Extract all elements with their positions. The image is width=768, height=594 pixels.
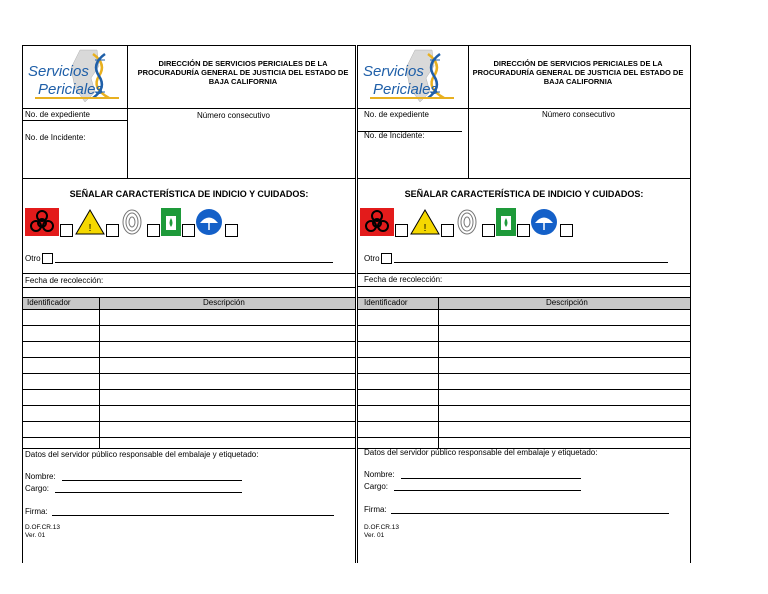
logo-line2: Periciales [373, 81, 439, 98]
form-code [364, 524, 399, 540]
otro-label: Otro [364, 254, 380, 263]
col-identificador: Identificador [364, 298, 408, 307]
cargo-label: Cargo: [25, 484, 50, 493]
section-title: SEÑALAR CARACTERÍSTICA DE INDICIO Y CUIDADOS: [404, 189, 644, 199]
table-row[interactable] [358, 341, 690, 342]
table-row[interactable] [23, 405, 355, 406]
table-row[interactable] [23, 325, 355, 326]
incidente-label: No. de Incidente: [25, 133, 86, 142]
cargo-input-line[interactable] [55, 492, 242, 493]
table-row[interactable] [358, 421, 690, 422]
table-header [23, 297, 355, 309]
table-row[interactable] [358, 437, 690, 438]
caution-checkbox[interactable] [441, 224, 454, 237]
datos-label: Datos del servidor público responsable del embalaje y etiquetado: [364, 448, 598, 457]
form-version: Ver. 01 [364, 532, 385, 539]
table-row[interactable] [358, 357, 690, 358]
nombre-label: Nombre: [364, 470, 395, 479]
table-row[interactable] [23, 373, 355, 374]
incidente-label: No. de Incidente: [364, 131, 425, 140]
svg-text:!: ! [88, 223, 92, 234]
otro-checkbox[interactable] [381, 253, 392, 264]
firma-input-line[interactable] [52, 515, 334, 516]
fecha-label: Fecha de recolección: [364, 275, 443, 284]
hazard-icons-row [360, 208, 620, 238]
keep-dry-checkbox[interactable] [225, 224, 238, 237]
otro-input-line[interactable] [394, 262, 668, 263]
flammable-icon [496, 208, 516, 236]
form-header [358, 45, 690, 108]
firma-input-line[interactable] [391, 513, 669, 514]
keep-dry-checkbox[interactable] [560, 224, 573, 237]
logo-line2: Periciales [38, 81, 104, 98]
table-row[interactable] [23, 437, 355, 438]
firma-label: Firma: [25, 507, 48, 516]
biohazard-icon [360, 208, 394, 236]
fingerprint-checkbox[interactable] [482, 224, 495, 237]
col-identificador: Identificador [27, 298, 71, 307]
biohazard-checkbox[interactable] [395, 224, 408, 237]
table-header [358, 297, 690, 309]
consecutivo-label: Número consecutivo [542, 110, 615, 119]
nombre-input-line[interactable] [62, 480, 242, 481]
table-row[interactable] [23, 357, 355, 358]
table-row[interactable] [358, 405, 690, 406]
flammable-checkbox[interactable] [517, 224, 530, 237]
logo-line1: Servicios [28, 63, 89, 80]
evidence-label-form-left [22, 45, 356, 563]
table-row[interactable] [358, 389, 690, 390]
section-title: SEÑALAR CARACTERÍSTICA DE INDICIO Y CUIDADOS: [69, 189, 309, 199]
flammable-icon [161, 208, 181, 236]
logo-line1: Servicios [363, 63, 424, 80]
cargo-input-line[interactable] [394, 490, 581, 491]
caution-icon [75, 208, 105, 236]
firma-label: Firma: [364, 505, 387, 514]
biohazard-icon [25, 208, 59, 236]
expediente-label: No. de expediente [364, 110, 429, 119]
table-row[interactable] [358, 325, 690, 326]
svg-text:!: ! [423, 223, 427, 234]
col-descripcion: Descripción [546, 298, 588, 307]
fecha-label: Fecha de recolección: [25, 276, 104, 285]
caution-icon [410, 208, 440, 236]
form-version: Ver. 01 [25, 532, 46, 539]
fingerprint-icon [121, 208, 143, 236]
table-row[interactable] [358, 373, 690, 374]
otro-input-line[interactable] [55, 262, 333, 263]
keep-dry-icon [195, 208, 223, 236]
fingerprint-icon [456, 208, 478, 236]
biohazard-checkbox[interactable] [60, 224, 73, 237]
consecutivo-label: Número consecutivo [197, 111, 270, 120]
form-header [23, 45, 355, 108]
servicios-periciales-logo [25, 48, 125, 104]
form-code-line1: D.OF.CR.13 [364, 524, 400, 531]
caution-checkbox[interactable] [106, 224, 119, 237]
table-row[interactable] [23, 341, 355, 342]
datos-label: Datos del servidor público responsable del embalaje y etiquetado: [25, 450, 259, 459]
servicios-periciales-logo [360, 48, 460, 104]
expediente-label: No. de expediente [25, 110, 90, 119]
otro-checkbox[interactable] [42, 253, 53, 264]
hazard-icons-row [25, 208, 285, 238]
flammable-checkbox[interactable] [182, 224, 195, 237]
form-code-line1: D.OF.CR.13 [25, 524, 61, 531]
table-row[interactable] [23, 421, 355, 422]
nombre-input-line[interactable] [401, 478, 581, 479]
form-code [25, 524, 60, 540]
table-row[interactable] [23, 389, 355, 390]
cargo-label: Cargo: [364, 482, 389, 491]
nombre-label: Nombre: [25, 472, 56, 481]
col-descripcion: Descripción [203, 298, 245, 307]
fingerprint-checkbox[interactable] [147, 224, 160, 237]
evidence-label-form-right [357, 45, 691, 563]
header-title: DIRECCIÓN DE SERVICIOS PERICIALES DE LA PROCURADURÍA GENERAL DE JUSTICIA DEL ESTADO DE BAJA CALIFORNIA [137, 59, 349, 86]
otro-label: Otro [25, 254, 41, 263]
keep-dry-icon [530, 208, 558, 236]
header-title: DIRECCIÓN DE SERVICIOS PERICIALES DE LA PROCURADURÍA GENERAL DE JUSTICIA DEL ESTADO DE BAJA CALIFORNIA [472, 59, 684, 86]
